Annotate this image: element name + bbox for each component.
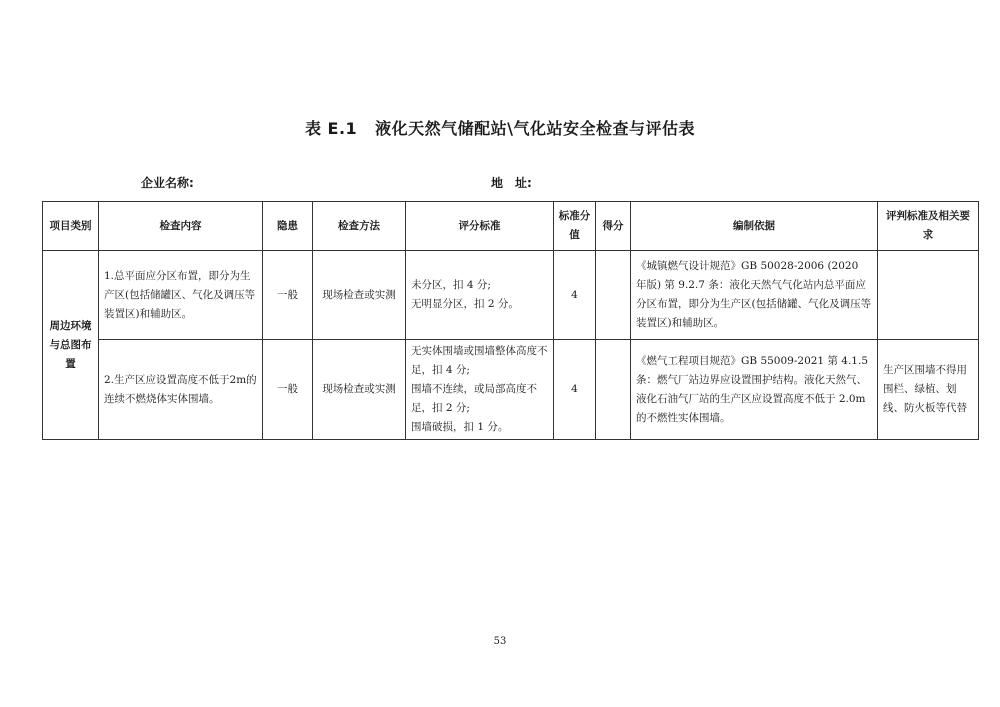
header-criteria: 评分标准 bbox=[406, 202, 554, 251]
address-label: 地 址: bbox=[491, 176, 532, 190]
criteria-line: 围墙不连续，或局部高度不足，扣 2 分; bbox=[411, 383, 537, 414]
criteria-cell bbox=[406, 251, 554, 340]
header-got: 得分 bbox=[596, 202, 631, 251]
table-row bbox=[43, 340, 979, 440]
header-hazard: 隐患 bbox=[263, 202, 313, 251]
table-number: 表 E.1 bbox=[304, 119, 358, 138]
criteria-cell bbox=[406, 340, 554, 440]
criteria-line: 无明显分区，扣 2 分。 bbox=[411, 298, 519, 310]
hazard-cell: 一般 bbox=[263, 340, 313, 440]
inspection-table bbox=[42, 201, 979, 440]
category-cell: 周边环境与总图布置 bbox=[43, 251, 99, 440]
requirement-cell: 生产区围墙不得用围栏、绿植、划线、防火板等代替 bbox=[878, 340, 979, 440]
score-cell: 4 bbox=[554, 251, 596, 340]
method-cell: 现场检查或实测 bbox=[313, 251, 406, 340]
header-method: 检查方法 bbox=[313, 202, 406, 251]
basis-cell: 《燃气工程项目规范》GB 55009-2021 第 4.1.5 条：燃气厂站边界应设置围护结构。液化天然气、液化石油气厂站的生产区应设置高度不低于 2.0m 的不燃性实体围墙。 bbox=[631, 340, 878, 440]
criteria-line: 围墙破损，扣 1 分。 bbox=[411, 421, 509, 433]
header-content: 检查内容 bbox=[99, 202, 263, 251]
header-basis: 编制依据 bbox=[631, 202, 878, 251]
table-header-row bbox=[43, 202, 979, 251]
got-cell[interactable] bbox=[596, 340, 631, 440]
page-title bbox=[0, 116, 1000, 139]
basis-cell: 《城镇燃气设计规范》GB 50028-2006 (2020 年版) 第 9.2.7 条：液化天然气气化站内总平面应分区布置，即分为生产区(包括储罐、气化及调压等装置区)和辅助区。 bbox=[631, 251, 878, 340]
got-cell[interactable] bbox=[596, 251, 631, 340]
content-cell: 1.总平面应分区布置，即分为生产区(包括储罐区、气化及调压等装置区)和辅助区。 bbox=[99, 251, 263, 340]
company-name-label: 企业名称: bbox=[141, 176, 194, 190]
criteria-line: 未分区，扣 4 分; bbox=[411, 279, 491, 291]
hazard-cell: 一般 bbox=[263, 251, 313, 340]
score-cell: 4 bbox=[554, 340, 596, 440]
header-category: 项目类别 bbox=[43, 202, 99, 251]
header-requirement: 评判标准及相关要求 bbox=[878, 202, 979, 251]
header-score: 标准分值 bbox=[554, 202, 596, 251]
table-title: 液化天然气储配站\气化站安全检查与评估表 bbox=[375, 119, 696, 138]
content-cell: 2.生产区应设置高度不低于2m的连续不燃烧体实体围墙。 bbox=[99, 340, 263, 440]
criteria-line: 无实体围墙或围墙整体高度不足，扣 4 分; bbox=[411, 345, 548, 376]
page-number: 53 bbox=[493, 636, 507, 647]
table-row bbox=[43, 251, 979, 340]
requirement-cell bbox=[878, 251, 979, 340]
method-cell: 现场检查或实测 bbox=[313, 340, 406, 440]
